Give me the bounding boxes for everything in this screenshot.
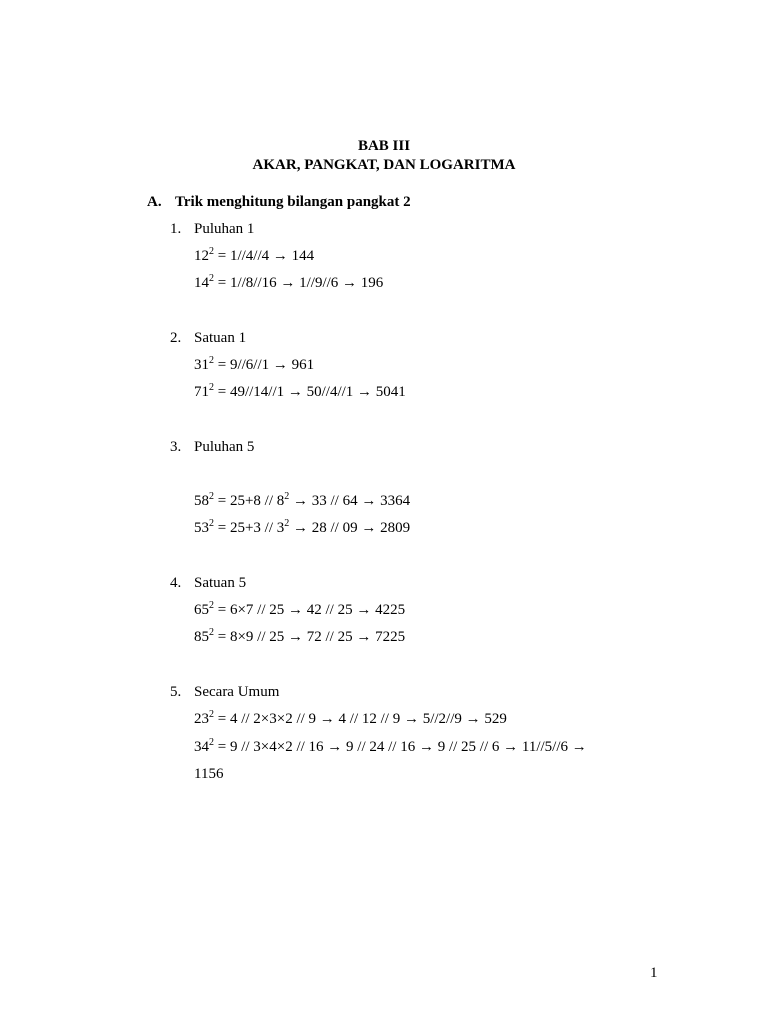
item-label: Satuan 5 <box>194 575 247 591</box>
equation-line: $34^2 = 9 // 3\times 4\times 2 // 16 \to 9 // 24 // 16 \to 9 // 25 // 6 \to 11//5//6$ → <box>194 737 587 755</box>
item-label: Satuan 1 <box>194 330 247 346</box>
equation-line: $31^2 = 9//6//1 \to 961$ <box>194 355 315 373</box>
equation-line: $12^2 = 1//4//4 \to 144$ <box>194 246 315 264</box>
equation-line: $53^2 = 25+3 // 3^2 \to 28 // 09 \to 2809$ <box>194 518 411 536</box>
equation-line: $23^2 = 4 // 2\times 3\times 2 // 9 \to 4 // 12 // 9 \to 5//2//9 \to 529$ <box>194 709 507 727</box>
equation-line: $65^2 = 6\times 7 // 25 \to 42 // 25 \to 4225$ <box>194 600 406 618</box>
item-number: 1. <box>170 221 182 237</box>
item-label: Secara Umum <box>194 684 280 700</box>
chapter-number: BAB III <box>357 138 411 154</box>
equation-line: $85^2 = 8\times 9 // 25 \to 72 // 25 \to 7225$ <box>194 627 406 645</box>
item-number: 2. <box>170 330 182 346</box>
item-label: Puluhan 5 <box>194 439 255 455</box>
equation-line: $14^2 = 1//8//16 \to 1//9//6 \to 196$ <box>194 273 384 291</box>
equation-line: $71^2 = 49//14//1 \to 50//4//1 \to 5041$ <box>194 382 406 400</box>
item-number: 3. <box>170 439 182 455</box>
equation-continuation: 1156 <box>194 766 224 782</box>
item-label: Puluhan 1 <box>194 221 255 237</box>
section-title: Trik menghitung bilangan pangkat 2 <box>175 194 411 210</box>
item-number: 5. <box>170 684 182 700</box>
page-number: 1 <box>650 965 658 981</box>
equation-line: $58^2 = 25+8 // 8^2 \to 33 // 64 \to 3364$ <box>194 491 411 509</box>
section-letter: A. <box>147 194 162 210</box>
chapter-title: AKAR, PANGKAT, DAN LOGARITMA <box>252 157 516 173</box>
item-number: 4. <box>170 575 182 591</box>
